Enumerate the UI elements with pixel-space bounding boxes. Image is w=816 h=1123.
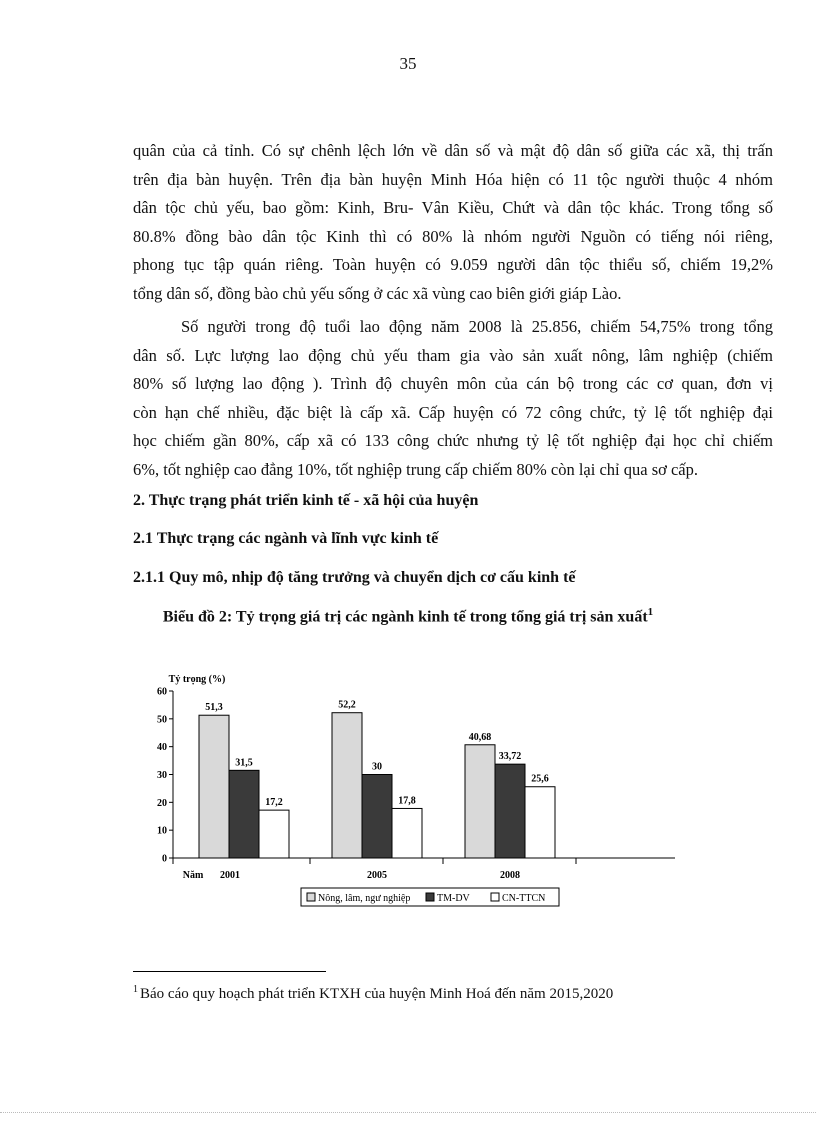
section-heading-2-1: 2.1 Thực trạng các ngành và lĩnh vực kinh tế xyxy=(133,530,439,547)
x-tick-label: 2008 xyxy=(500,870,520,881)
x-axis-title: Năm xyxy=(182,870,204,881)
paragraph-2-line: 6%, tốt nghiệp cao đẳng 10%, tốt nghiệp trung cấp chiếm 80% còn lại chỉ qua sơ cấp. xyxy=(133,459,698,479)
footnote-divider xyxy=(133,971,326,972)
legend-swatch xyxy=(307,893,315,901)
bar-cn-ttcn xyxy=(525,787,555,858)
bar-data-label: 33,72 xyxy=(498,751,522,763)
footnote-text: Báo cáo quy hoạch phát triển KTXH của huyện Minh Hoá đến năm 2015,2020 xyxy=(140,986,614,1002)
paragraph-2-line: học chiếm gần 80%, cấp xã có 133 công chức nhưng tỷ lệ tốt nghiệp đại học chỉ chiếm xyxy=(133,431,773,450)
legend-label: Nông, lâm, ngư nghiệp xyxy=(318,893,411,904)
x-tick-label: 2005 xyxy=(367,870,387,881)
paragraph-1-line: 80.8% đồng bào dân tộc Kinh thì có 80% là nhóm người Nguồn có tiếng nói riêng, xyxy=(133,226,773,246)
bar-data-label: 25,6 xyxy=(531,773,549,785)
x-tick-label: 2001 xyxy=(220,870,240,881)
paragraph-1-line: trên địa bàn huyện. Trên địa bàn huyện Minh Hóa hiện có 11 tộc người thuộc 4 nhóm xyxy=(133,169,773,189)
y-tick-label: 30 xyxy=(157,770,167,781)
y-tick-label: 20 xyxy=(157,797,167,809)
bar-cn-ttcn xyxy=(259,810,289,858)
paragraph-1-line: tổng dân số, đồng bào chủ yếu sống ở các xã vùng cao biên giới giáp Lào. xyxy=(133,283,622,303)
paragraph-1 xyxy=(133,137,773,308)
bar-tm-dv xyxy=(362,775,392,859)
bar-nong-lam-ngu-nghiep xyxy=(199,715,229,858)
bar-data-label: 40,68 xyxy=(468,731,492,743)
bar-chart xyxy=(135,668,685,918)
paragraph-2-line: 80% số lượng lao động ). Trình độ chuyên môn của cán bộ trong các cơ quan, đơn vị xyxy=(133,374,773,393)
paragraph-1-line: quân của cả tỉnh. Có sự chênh lệch lớn về dân số và mật độ dân số giữa các xã, thị trấn xyxy=(133,141,773,160)
page-number: 35 xyxy=(399,54,417,73)
bar-chart-svg xyxy=(135,668,685,918)
y-tick-label: 0 xyxy=(162,853,167,865)
paragraph-2 xyxy=(133,313,773,484)
paragraph-1-line: dân tộc chủ yếu, bao gồm: Kinh, Bru- Vân Kiều, Chứt và dân tộc khác. Trong tổng số xyxy=(133,198,773,217)
chart-caption-footnote-mark: 1 xyxy=(647,606,654,618)
bar-tm-dv xyxy=(229,770,259,858)
y-tick-label: 60 xyxy=(157,686,167,698)
bar-nong-lam-ngu-nghiep xyxy=(465,745,495,858)
footnote xyxy=(133,984,613,1003)
paragraph-1-line: phong tục tập quán riêng. Toàn huyện có 9.059 người dân tộc thiểu số, chiếm 19,2% xyxy=(133,255,773,274)
page-bottom-border xyxy=(0,1112,816,1113)
bar-tm-dv xyxy=(495,764,525,858)
paragraph-2-line: Số người trong độ tuổi lao động năm 2008 là 25.856, chiếm 54,75% trong tổng xyxy=(181,317,773,336)
chart-caption-text: Biểu đồ 2: Tỷ trọng giá trị các ngành kinh tế trong tổng giá trị sản xuất xyxy=(162,608,648,626)
y-tick-label: 50 xyxy=(157,714,167,726)
section-heading-2-1-1: 2.1.1 Quy mô, nhịp độ tăng trưởng và chuyển dịch cơ cấu kinh tế xyxy=(133,569,576,586)
footnote-mark: 1 xyxy=(133,984,138,995)
legend-label: TM-DV xyxy=(437,893,470,904)
bar-cn-ttcn xyxy=(392,808,422,858)
chart-caption xyxy=(0,606,816,626)
bar-data-label: 52,2 xyxy=(338,699,356,711)
legend-swatch xyxy=(426,893,434,901)
paragraph-2-line: còn hạn chế nhiều, đặc biệt là cấp xã. Cấp huyện có 72 công chức, tỷ lệ tốt nghiệp đại xyxy=(133,402,773,422)
bar-data-label: 17,2 xyxy=(265,797,283,809)
y-tick-label: 10 xyxy=(157,825,167,837)
y-tick-label: 40 xyxy=(157,742,167,754)
bar-data-label: 17,8 xyxy=(398,795,416,807)
y-axis-title: Tỷ trọng (%) xyxy=(168,674,226,685)
legend-swatch xyxy=(491,893,499,901)
legend-label: CN-TTCN xyxy=(502,893,546,904)
bar-data-label: 30 xyxy=(372,761,382,773)
bar-nong-lam-ngu-nghiep xyxy=(332,713,362,858)
bar-data-label: 31,5 xyxy=(235,757,253,769)
bar-data-label: 51,3 xyxy=(205,702,223,714)
paragraph-2-line: dân số. Lực lượng lao động chủ yếu tham gia vào sản xuất nông, lâm nghiệp (chiếm xyxy=(133,345,773,365)
section-heading-2: 2. Thực trạng phát triển kinh tế - xã hội của huyện xyxy=(133,492,479,509)
